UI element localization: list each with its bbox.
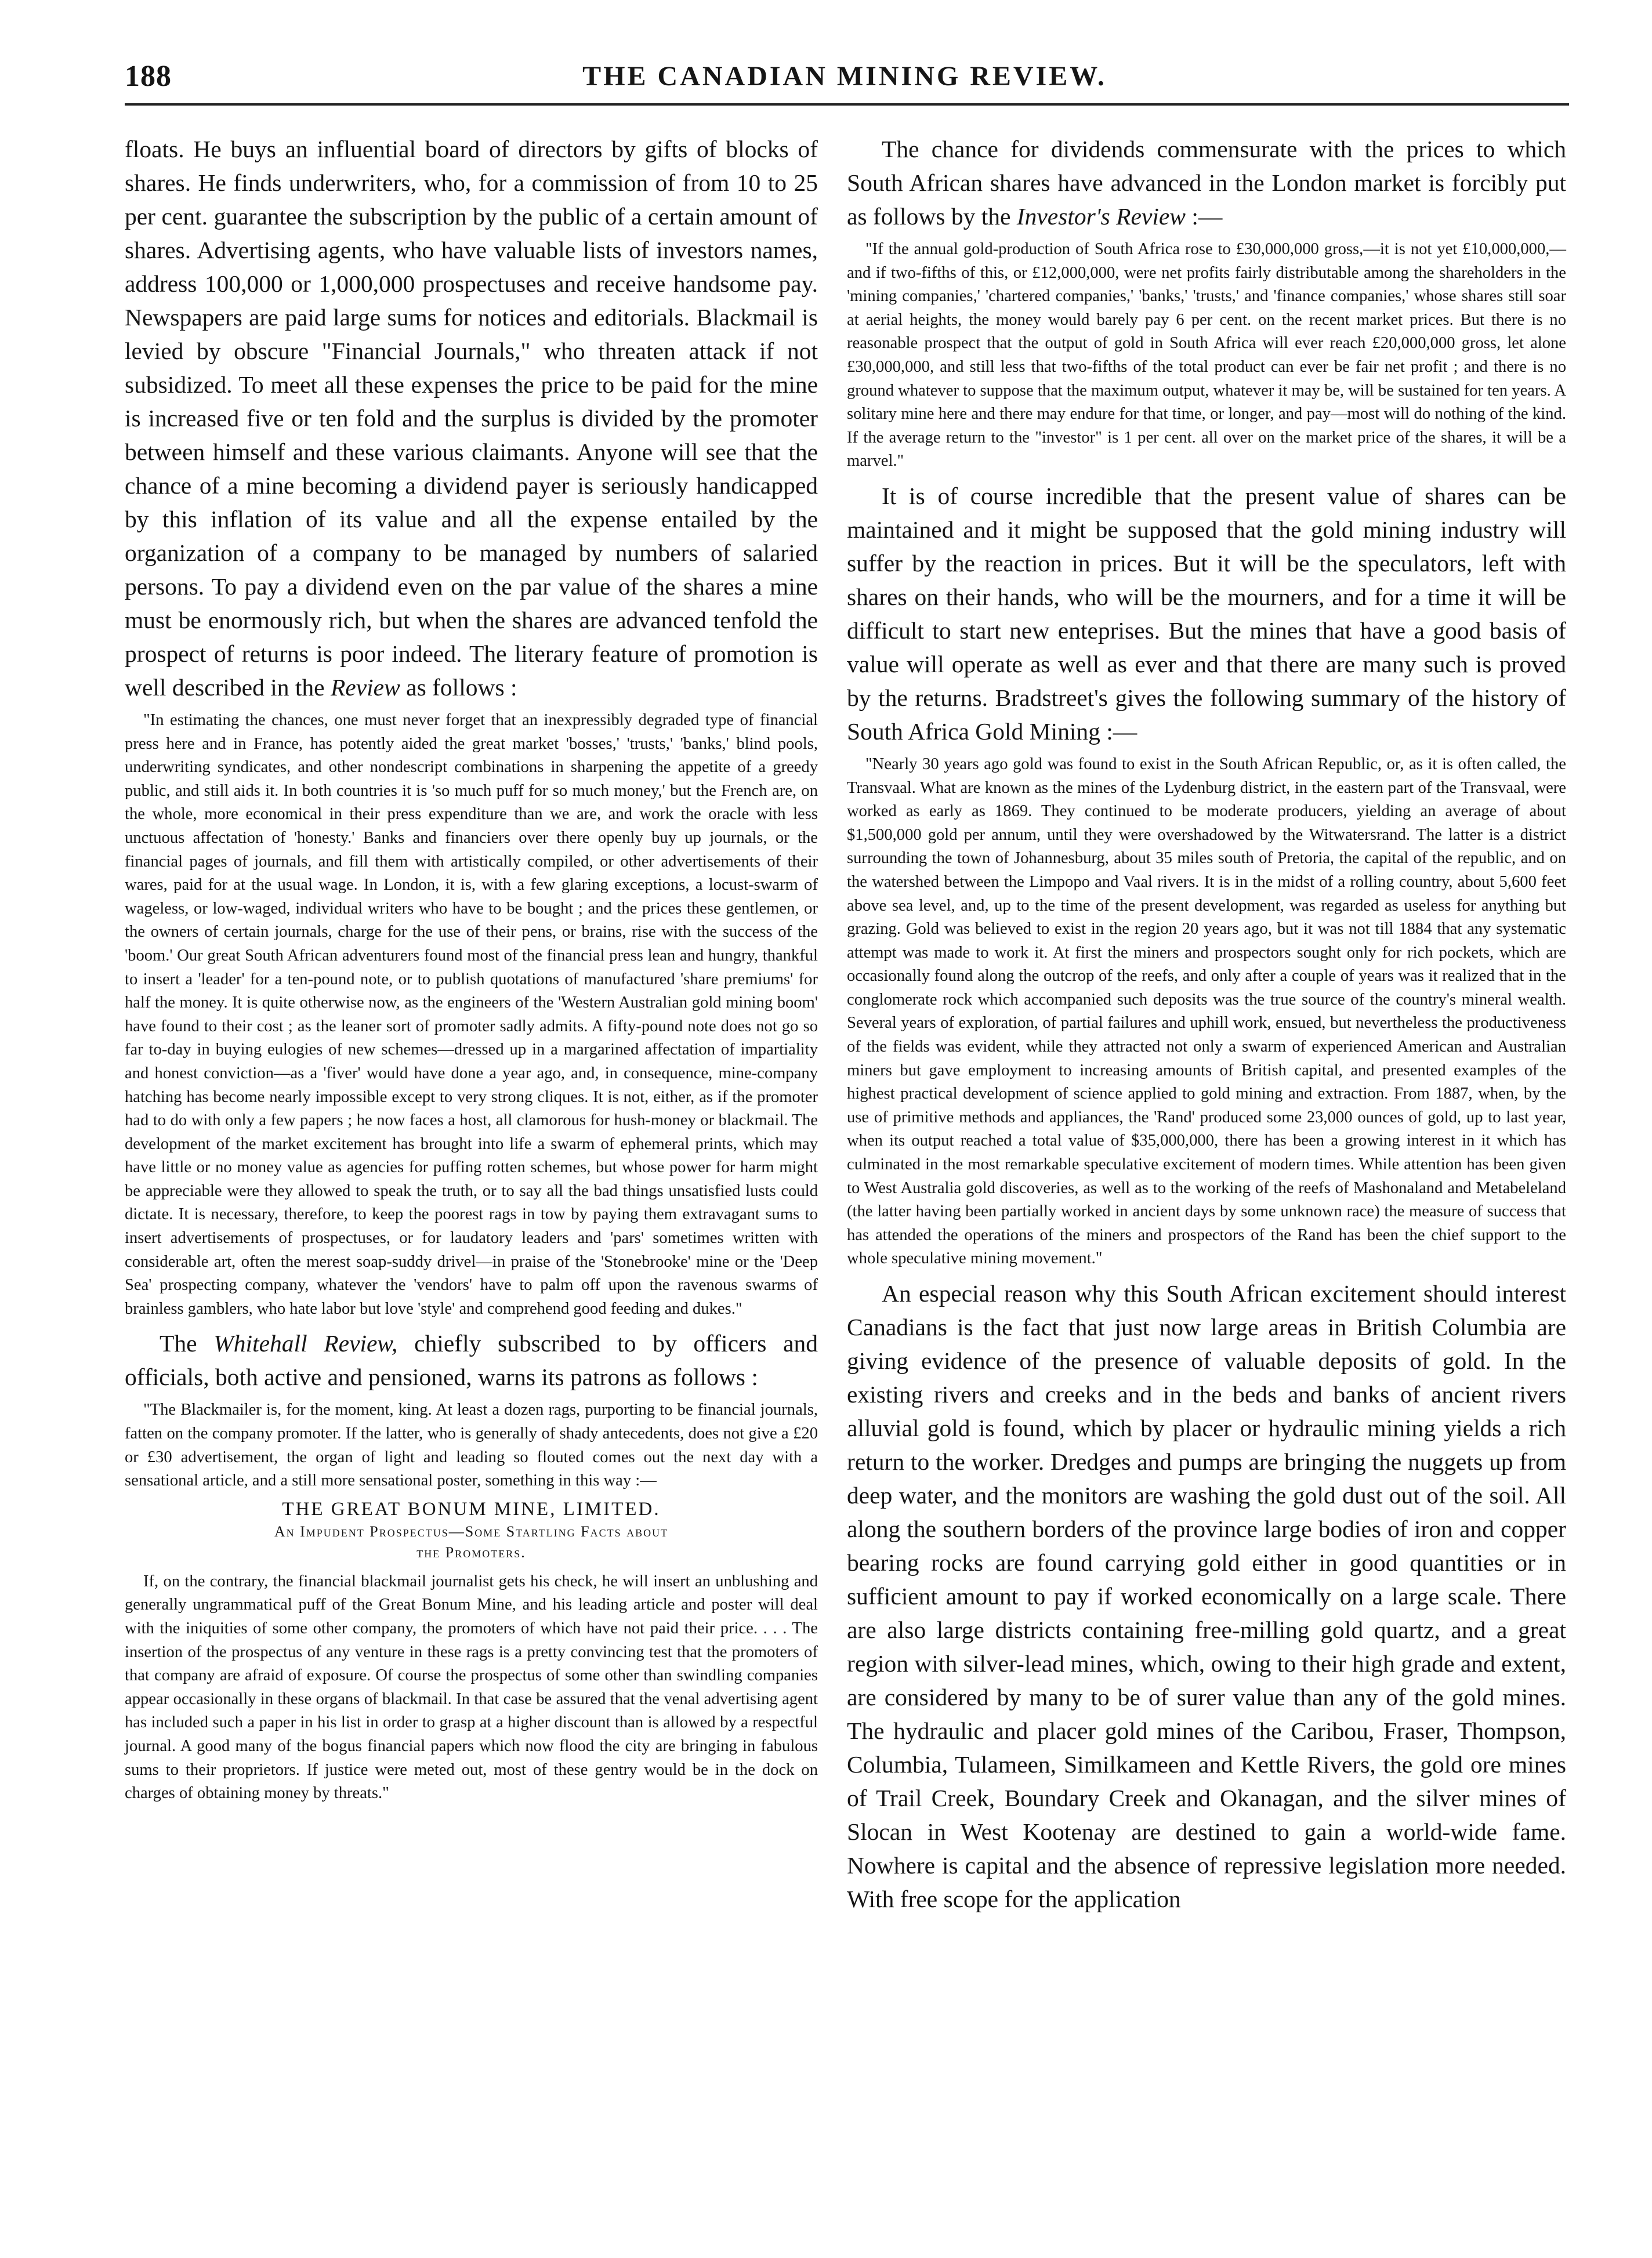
page-header (125, 59, 1564, 100)
mock-subheadline-line-1: An Impudent Prospectus—Some Startling Facts about (274, 1523, 669, 1540)
left-paragraph-2-start: The (160, 1330, 197, 1357)
left-paragraph-2-text: chiefly subscribed to by officers and officials, both active and pensioned, warns its patrons as follows : (125, 1330, 818, 1391)
mock-subheadline-line-2: the Promoters. (416, 1543, 526, 1561)
review-title: Review (330, 674, 400, 701)
page-number: 188 (125, 60, 172, 93)
right-paragraph-1 (847, 132, 1566, 233)
right-paragraph-2: It is of course incredible that the present value of shares can be maintained and it might be supposed that the gold mining industry will suffer by the reaction in prices. But it will be the speculators, left with shares on their hands, who will be the mourners, and for a time it will be difficult to start new enteprises. But the mines that have a good basis of value will operate as well as ever and that there are many such is proved by the returns. Bradstreet's gives the following summary of the history of South Africa Gold Mining :— (847, 482, 1566, 745)
blackmail-quote: If, on the contrary, the financial blackmail journalist gets his check, he will insert an unblushing and generally ungrammatical puff of the Great Bonum Mine, and his leading article and poster will deal with the iniquities of some other company, the promoters of which have not paid their price. . . . The insertion of the prospectus of any venture in these rags is a pretty convincing test that the promoters of that company are afraid of exposure. Of course the prospectus of some other than swindling companies appear occasionally in these organs of blackmail. In that case be assured that the venal advertising agent has included such a paper in his list in order to grasp at a higher discount than is allowed by a respectful journal. A good many of the bogus financial papers which now flood the city are bringing in fabulous sums to their proprietors. If justice were meted out, most of these gentry would be in the dock on charges of obtaining money by threats." (125, 1572, 818, 1803)
running-title: THE CANADIAN MINING REVIEW. (582, 61, 1107, 92)
whitehall-review-title: Whitehall Review, (213, 1330, 398, 1357)
mock-subheadline (125, 1521, 818, 1563)
left-paragraph-1-text: floats. He buys an influential board of directors by gifts of blocks of shares. He finds underwriters, who, for a commission of from 10 to 25 per cent. guarantee the subscription by the public of a certain amount of shares. Advertising agents, who have valuable lists of investors names, address 100,000 or 1,000,000 prospectuses and receive handsome pay. Newspapers are paid large sums for notices and editorials. Blackmail is levied by obscure "Financial Journals," who threaten attack if not subsidized. To meet all these expenses the price to be paid for the mine is increased five or ten fold and the surplus is divided by the promoter between himself and these various claimants. Anyone will see that the chance of a mine becoming a dividend payer is seriously handicapped by this inflation of its value and all the expense entailed by the organization of a company to be managed by numbers of salaried persons. To pay a dividend even on the par value of the shares a mine must be enormously rich, but when the shares are advanced tenfold the prospect of returns is poor indeed. The literary feature of promotion is well described in the (125, 136, 818, 701)
right-paragraph-3: An especial reason why this South African excitement should interest Canadians is the fact that just now large areas in British Columbia are giving evidence of the presence of valuable deposits of gold. In the existing rivers and creeks and in the beds and banks of ancient rivers alluvial gold is found, which by placer or hydraulic mining yields a rich return to the worker. Dredges and pumps are bringing the nuggets up from deep water, and the monitors are washing the gold dust out of the soil. All along the southern borders of the province large bodies of iron and copper bearing rocks are found carrying gold either in good quantities or in sufficient amount to pay if worked economically on a large scale. There are also large districts containing free-milling gold quartz, and a great region with silver-lead mines, which, owing to their high grade and extent, are considered by many to be of surer value than any of the gold mines. The hydraulic and placer gold mines of the Caribou, Fraser, Thompson, Columbia, Tulameen, Similkameen and Kettle Rivers, the gold ore mines of Trail Creek, Boundary Creek and Okanagan, and the silver mines of Slocan in West Kootenay are destined to gain a world-wide fame. Nowhere is capital and the absence of repressive legislation more needed. With free scope for the application (847, 1280, 1566, 1912)
mock-headline: THE GREAT BONUM MINE, LIMITED. (282, 1498, 661, 1520)
whitehall-quote: "The Blackmailer is, for the moment, king. At least a dozen rags, purporting to be financial journals, fatten on the company promoter. If the latter, who is generally of shady antecedents, does not give a £20 or £30 advertisement, the organ of light and leading so flouted comes out the next day with a sensational article, and a still more sensational poster, something in this way :— (125, 1401, 818, 1490)
left-paragraph-2 (125, 1326, 818, 1394)
left-column (125, 132, 818, 1811)
bradstreets-quote: "Nearly 30 years ago gold was found to exist in the South African Republic, or, as it is often called, the Transvaal. What are known as the mines of the Lydenburg district, in the eastern part of the Transvaal, were worked as early as 1869. They continued to be moderate producers, yielding an average of about $1,500,000 gold per annum, until they were overshadowed by the Witwatersrand. The latter is a district surrounding the town of Johannesburg, about 35 miles south of Pretoria, the capital of the republic, and on the watershed between the Limpopo and Vaal rivers. It is in the midst of a rolling country, about 5,600 feet above sea level, and, up to the time of the present development, was regarded as useless for anything but grazing. Gold was believed to exist in the region 20 years ago, but it was not till 1884 that any systematic attempt was made to work it. At first the miners and prospectors sought only for rich pockets, which are occasionally found along the outcrop of the reefs, and only after a couple of years was it realized that in the conglomerate rock which accompanied such deposits was the true source of the country's mineral wealth. Several years of exploration, of partial failures and uphill work, ensued, but nevertheless the productiveness of the fields was evident, while they attracted not only a swarm of experienced American and Australian miners but gave employment to increasing amounts of British capital, and presented examples of the highest practical development of science applied to gold mining and extraction. From 1887, when, by the use of primitive methods and appliances, the 'Rand' produced some 23,000 ounces of gold, up to last year, when its output reached a total value of $35,000,000, there has been a growing interest in it which has culminated in the most remarkable speculative excitement of modern times. While attention has been given to West Australia gold discoveries, as well as to the working of the reefs of Mashonaland and Metabeleland (the latter having been partially worked in ancient days by some unknown race) the measure of success that has attended the operations of the miners and prospectors of the Rand has been the chief support to the whole speculative mining movement." (847, 755, 1566, 1268)
investors-review-title: Investor's Review (1016, 203, 1186, 230)
right-column (847, 132, 1566, 1916)
investors-review-quote: "If the annual gold-production of South Africa rose to £30,000,000 gross,—it is not yet £10,000,000,—and if two-fifths of this, or £12,000,000, were net profits fairly distributable among the shareholders in the 'mining companies,' 'chartered companies,' 'banks,' 'trusts,' and 'finance companies,' whose shares still soar at aerial heights, the money would barely pay 6 per cent. on the recent market prices. But there is no reasonable prospect that the output of gold in South Africa will ever reach £20,000,000 gross, let alone £30,000,000, and still less that two-fifths of the total product can ever be fair net profit ; and there is no ground whatever to suppose that the maximum output, whatever it may be, will be sustained for ten years. A solitary mine here and there may endure for that time, or longer, and pay—most will do nothing of the kind. If the average return to the "investor" is 1 per cent. all over on the market price of the shares, it will be a marvel." (847, 240, 1566, 470)
left-paragraph-1 (125, 132, 818, 704)
right-paragraph-1-text: The chance for dividends commensurate with the prices to which South African shares have advanced in the London market is forcibly put as follows by the (847, 136, 1566, 230)
right-paragraph-1-end: :— (1191, 203, 1223, 230)
left-paragraph-1-end: as follows : (406, 674, 517, 701)
header-rule (125, 103, 1569, 106)
review-quote: "In estimating the chances, one must never forget that an inexpressibly degraded type of financial press here and in France, has potently aided the great market 'bosses,' 'trusts,' 'banks,' blind pools, underwriting syndicates, and other nondescript combinations in sharpening the appetite of a greedy public, and still aids it. In both countries it is 'so much puff for so much money,' but the French are, on the whole, more economical in their press expenditure than we are, and work the oracle with less unctuous affectation of 'honesty.' Banks and financiers over there openly buy up journals, or the financial pages of journals, and fill them with artistically compiled, or other advertisements of their wares, paid for at the usual wage. In London, it is, with a few glaring exceptions, a locust-swarm of wageless, or low-waged, individual writers who have to be bought ; and the prices these gentlemen, or the owners of certain journals, charge for the use of their pens, or brains, rise with the success of the 'boom.' Our great South African adventurers found most of the financial press lean and hungry, thankful to insert a 'leader' for a ten-pound note, or to publish quotations of manufactured 'share premiums' for half the money. It is quite otherwise now, as the engineers of the 'Western Australian gold mining boom' have found to their cost ; as the leaner sort of promoter sadly admits. A fifty-pound note does not go so far to-day in buying eulogies of new schemes—dressed up in a margarined affectation of impartiality and honest conviction—as a 'fiver' would have done a year ago, and, in consequence, mine-company hatching has become nearly impossible except to very strong cliques. It is not, either, as if the promoter had to do with only a few papers ; he now faces a host, all clamorous for hush-money or blackmail. The development of the market excitement has brought into life a swarm of ephemeral prints, which may have little or no money value as agencies for puffing rotten schemes, but whose power for harm might be appreciable were they allowed to speak the truth, or to say all the bad things unsatisfied lusts could dictate. It is necessary, therefore, to keep the poorest rags in tow by paying them extravagant sums to insert advertisements of prospectuses, or for laudatory leaders and 'pars' sometimes written with considerable art, often the merest soap-suddy drivel—in praise of the 'Stonebrooke' mine or the 'Deep Sea' prospecting company, whatever the 'vendors' have to palm off upon the ravenous swarms of brainless gamblers, who hate labor but love 'style' and comprehend good feeding and dukes." (125, 711, 818, 1318)
